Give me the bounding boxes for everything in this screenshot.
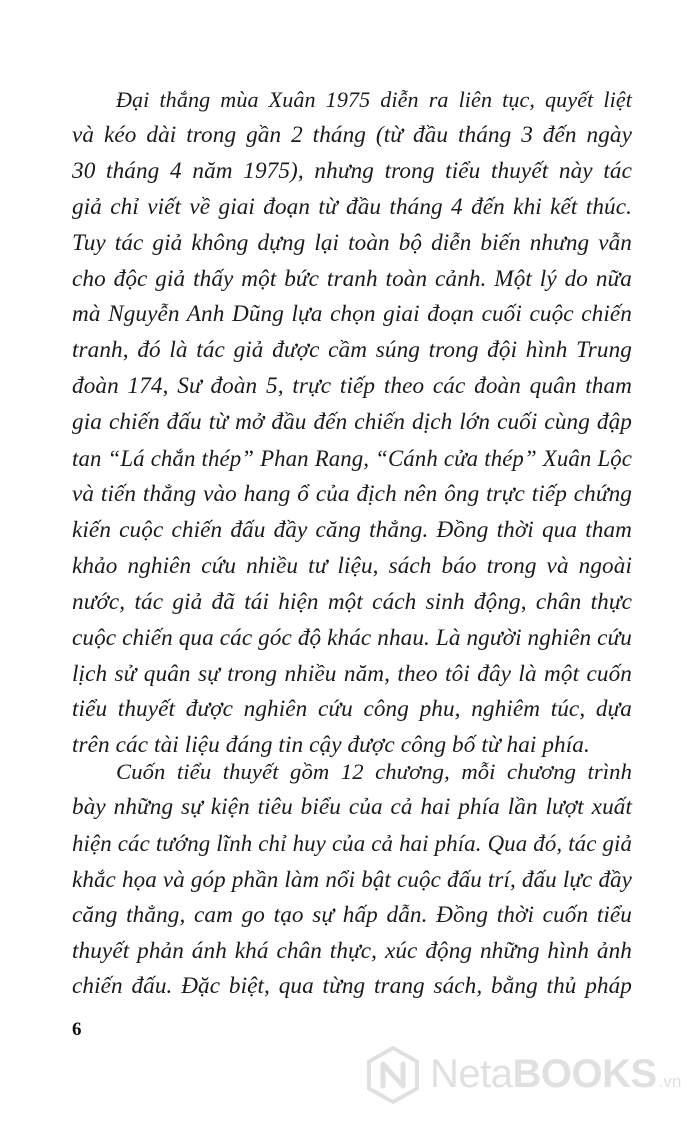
text-line: mà Nguyễn Anh Dũng lựa chọn giai đoạn cuối cuộc chiến: [72, 301, 632, 328]
text-line: khảo nghiên cứu nhiều tư liệu, sách báo trong và ngoài: [72, 552, 632, 579]
page-number: 6: [72, 1019, 82, 1040]
text-line: Cuốn tiểu thuyết gồm 12 chương, mỗi chương trình: [116, 759, 632, 784]
text-line: hiện các tướng lĩnh chỉ huy của cả hai phía. Qua đó, tác giả: [72, 830, 632, 856]
text-line: cuộc chiến qua các góc độ khác nhau. Là người nghiên cứu: [72, 624, 632, 651]
text-line: kiến cuộc chiến đấu đầy căng thẳng. Đồng thời qua tham: [72, 516, 632, 543]
watermark-domain-suffix: .vn: [658, 1072, 682, 1091]
text-line: khắc họa và góp phần làm nổi bật cuộc đấu trí, đấu lực đầy: [72, 865, 632, 892]
text-line: căng thẳng, cam go tạo sự hấp dẫn. Đồng thời cuốn tiểu: [72, 901, 632, 928]
text-line: Đại thắng mùa Xuân 1975 diễn ra liên tục, quyết liệt: [116, 87, 632, 112]
watermark: [352, 1038, 692, 1114]
text-line: lịch sử quân sự trong nhiều năm, theo tôi đây là một cuốn: [72, 660, 632, 687]
text-line: bày những sự kiện tiêu biểu của cả hai phía lần lượt xuất: [72, 793, 632, 820]
text-line: tiểu thuyết được nghiên cứu công phu, nghiêm túc, dựa: [72, 696, 632, 723]
text-line: thuyết phản ánh khá chân thực, xúc động những hình ảnh: [72, 937, 632, 964]
text-line: nước, tác giả đã tái hiện một cách sinh động, chân thực: [72, 588, 632, 615]
text-line: và kéo dài trong gần 2 tháng (từ đầu tháng 3 đến ngày: [72, 121, 632, 148]
watermark-brand-part-1: Neta: [430, 1052, 513, 1096]
text-line: giả chỉ viết về giai đoạn từ đầu tháng 4 đến khi kết thúc.: [72, 193, 632, 220]
text-line: cho độc giả thấy một bức tranh toàn cảnh. Một lý do nữa: [72, 265, 632, 292]
watermark-text: [430, 1052, 681, 1104]
text-line: và tiến thẳng vào hang ổ của địch nên ông trực tiếp chứng: [72, 480, 632, 507]
text-line: gia chiến đấu từ mở đầu đến chiến dịch lớn cuối cùng đập: [72, 409, 632, 436]
text-line: Tuy tác giả không dựng lại toàn bộ diễn biến nhưng vẫn: [72, 229, 632, 256]
text-line: trên các tài liệu đáng tin cậy được công bố từ hai phía.: [72, 732, 590, 759]
text-line: tranh, đó là tác giả được cầm súng trong đội hình Trung: [72, 337, 632, 364]
paragraph-2: [72, 754, 632, 1005]
text-line: đoàn 174, Sư đoàn 5, trực tiếp theo các đoàn quân tham: [72, 373, 632, 400]
paragraph-1: [72, 82, 632, 764]
text-line: 30 tháng 4 năm 1975), nhưng trong tiểu thuyết này tác: [72, 157, 632, 184]
netabooks-logo-icon: [364, 1046, 422, 1104]
watermark-brand-part-2: BOOKS: [512, 1052, 657, 1096]
text-line: chiến đấu. Đặc biệt, qua từng trang sách, bằng thủ pháp: [72, 973, 632, 1000]
text-line: tan “Lá chắn thép” Phan Rang, “Cánh cửa thép” Xuân Lộc: [72, 446, 632, 472]
